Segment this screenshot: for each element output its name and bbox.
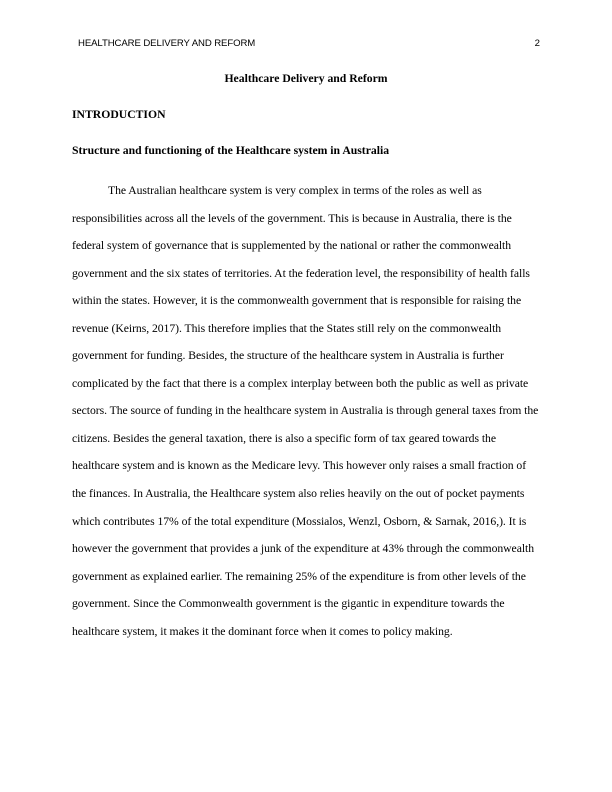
running-head-title: HEALTHCARE DELIVERY AND REFORM bbox=[78, 38, 256, 49]
document-title: Healthcare Delivery and Reform bbox=[224, 72, 388, 85]
page-number: 2 bbox=[534, 38, 540, 49]
body-paragraph: The Australian healthcare system is very complex in terms of the roles as well as responsibilities across all the levels of the government. This is because in Australia, there is the federal system of governance that is supplemented by the national or rather the commonwealth government and the six states of territories. At the federation level, the responsibility of health falls within the states. However, it is the commonwealth government that is responsible for raising the revenue (Keirns, 2017). This therefore implies that the States still rely on the commonwealth government for funding. Besides, the structure of the healthcare system in Australia is further complicated by the fact that there is a complex interplay between both the public as well as private sectors. The source of funding in the healthcare system in Australia is through general taxes from the citizens. Besides the general taxation, there is also a specific form of tax geared towards the healthcare system and is known as the Medicare levy. This however only raises a small fraction of the finances. In Australia, the Healthcare system also relies heavily on the out of pocket payments which contributes 17% of the total expenditure (Mossialos, Wenzl, Osborn, & Sarnak, 2016,). It is however the government that provides a junk of the expenditure at 43% through the commonwealth government as explained earlier. The remaining 25% of the expenditure is from other levels of the government. Since the Commonwealth government is the gigantic in expenditure towards the healthcare system, it makes it the dominant force when it comes to policy making. bbox=[72, 184, 539, 638]
subsection-heading: Structure and functioning of the Healthcare system in Australia bbox=[72, 144, 390, 157]
section-heading: INTRODUCTION bbox=[72, 108, 166, 121]
page-header bbox=[78, 37, 540, 51]
